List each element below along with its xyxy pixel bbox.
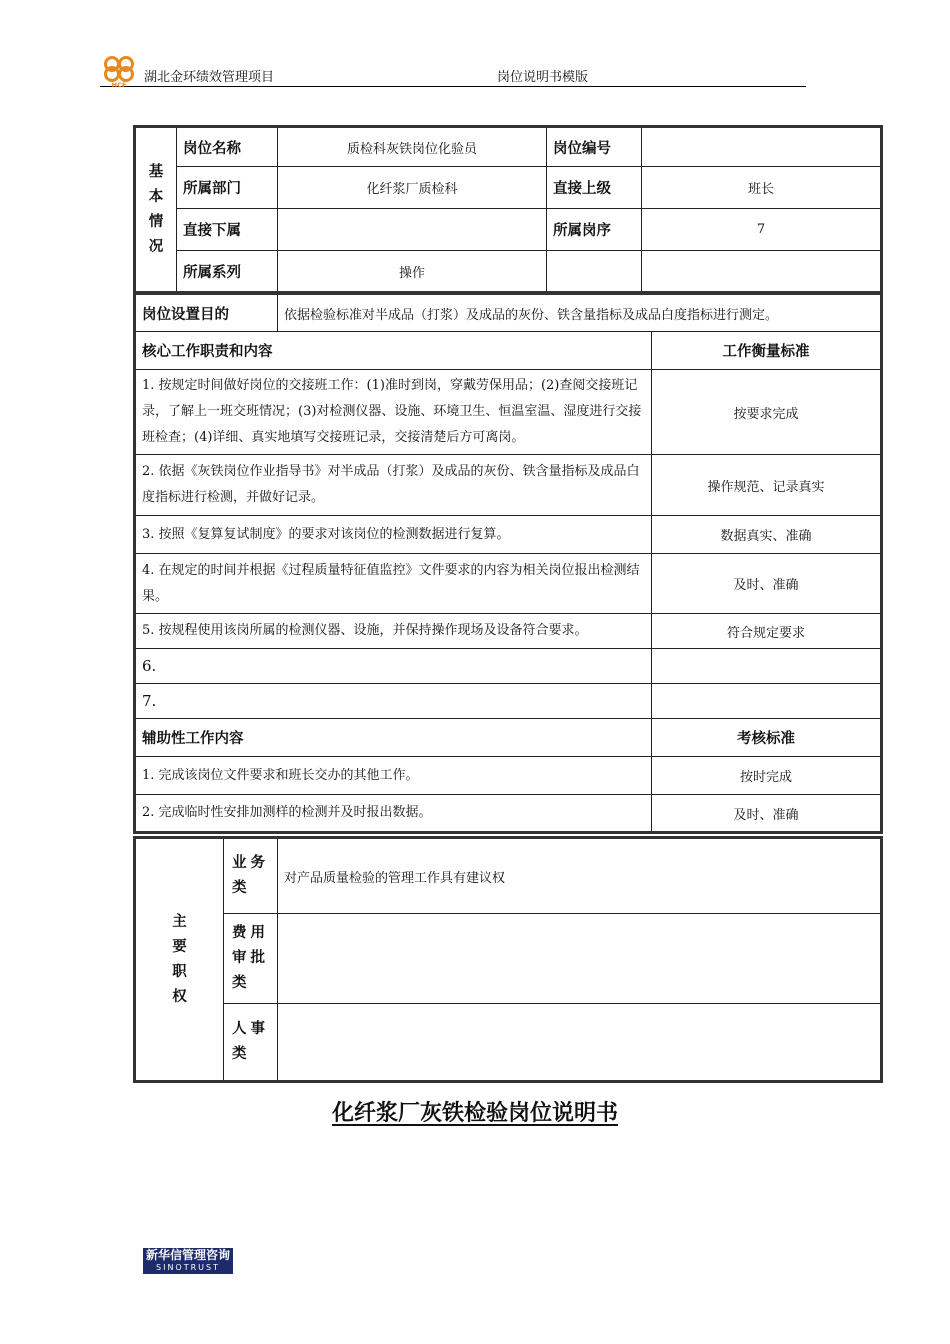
- core-standard-header: 工作衡量标准: [652, 332, 882, 370]
- field-label: 岗位编号: [547, 127, 642, 167]
- field-label: 岗位名称: [177, 127, 278, 167]
- authority-table: [133, 836, 883, 1083]
- field-value: [642, 251, 882, 293]
- authority-text: [278, 914, 882, 1004]
- field-value: 7: [642, 209, 882, 251]
- purpose-label: 岗位设置目的: [135, 294, 278, 332]
- core-duty-standard: [652, 649, 882, 684]
- authority-type-label: 业务 类: [224, 838, 278, 914]
- core-duty-standard: 符合规定要求: [652, 614, 882, 649]
- field-label: 所属部门: [177, 167, 278, 209]
- brand-name-cn: 新华信管理咨询: [145, 1248, 230, 1262]
- field-value: [642, 127, 882, 167]
- authority-type-label: 人事 类: [224, 1004, 278, 1082]
- authority-text: [278, 1004, 882, 1082]
- field-value: 质检科灰铁岗位化验员: [278, 127, 547, 167]
- field-label: 所属岗序: [547, 209, 642, 251]
- aux-duty-item: 1. 完成该岗位文件要求和班长交办的其他工作。: [135, 757, 652, 795]
- logo-text: HCF: [111, 81, 127, 88]
- core-duty-item: 4. 在规定的时间并根据《过程质量特征值监控》文件要求的内容为相关岗位报出检测结果。: [135, 554, 652, 614]
- basic-info-table: [133, 125, 883, 294]
- aux-duty-standard: 按时完成: [652, 757, 882, 795]
- field-label: [547, 251, 642, 293]
- core-duty-item: 6.: [135, 649, 652, 684]
- core-duty-item: 1. 按规定时间做好岗位的交接班工作：(1)准时到岗，穿戴劳保用品；(2)查阅交接班记录，了解上一班交班情况；(3)对检测仪器、设施、环境卫生、恒温室温、湿度进行交接班检查；(4)详细、真实地填写交接班记录，交接清楚后方可离岗。: [135, 370, 652, 455]
- sinotrust-logo: [143, 1248, 233, 1274]
- core-duty-standard: 及时、准确: [652, 554, 882, 614]
- aux-duties-header: 辅助性工作内容: [135, 719, 652, 757]
- authority-text: 对产品质量检验的管理工作具有建议权: [278, 838, 882, 914]
- hcf-logo-icon: [100, 54, 138, 88]
- core-duty-standard: 操作规范、记录真实: [652, 455, 882, 516]
- field-value: 班长: [642, 167, 882, 209]
- core-duty-standard: 数据真实、准确: [652, 516, 882, 554]
- aux-standard-header: 考核标准: [652, 719, 882, 757]
- document-title: 化纤浆厂灰铁检验岗位说明书: [331, 1101, 618, 1126]
- core-duty-item: 7.: [135, 684, 652, 719]
- project-name: 湖北金环绩效管理项目: [144, 70, 275, 85]
- duties-table: [133, 292, 883, 834]
- field-label: 所属系列: [177, 251, 278, 293]
- field-value: 化纤浆厂质检科: [278, 167, 547, 209]
- authority-section-label: 主 要 职 权: [135, 838, 224, 1082]
- brand-name-en: SINOTRUST: [156, 1263, 220, 1272]
- field-value: [278, 209, 547, 251]
- core-duty-item: 5. 按规程使用该岗所属的检测仪器、设施，并保持操作现场及设备符合要求。: [135, 614, 652, 649]
- basic-info-section-label: 基 本 情 况: [135, 127, 177, 293]
- field-value: 操作: [278, 251, 547, 293]
- core-duty-item: 2. 依据《灰铁岗位作业指导书》对半成品（打浆）及成品的灰份、铁含量指标及成品白度指标进行检测，并做好记录。: [135, 455, 652, 516]
- core-duty-standard: 按要求完成: [652, 370, 882, 455]
- field-label: 直接上级: [547, 167, 642, 209]
- authority-type-label: 费用 审批 类: [224, 914, 278, 1004]
- page-header: [100, 54, 806, 87]
- field-label: 直接下属: [177, 209, 278, 251]
- core-duties-header: 核心工作职责和内容: [135, 332, 652, 370]
- aux-duty-item: 2. 完成临时性安排加测样的检测并及时报出数据。: [135, 795, 652, 833]
- core-duty-item: 3. 按照《复算复试制度》的要求对该岗位的检测数据进行复算。: [135, 516, 652, 554]
- purpose-text: 依据检验标准对半成品（打浆）及成品的灰份、铁含量指标及成品白度指标进行测定。: [278, 294, 882, 332]
- aux-duty-standard: 及时、准确: [652, 795, 882, 833]
- template-name: 岗位说明书模版: [497, 70, 589, 85]
- core-duty-standard: [652, 684, 882, 719]
